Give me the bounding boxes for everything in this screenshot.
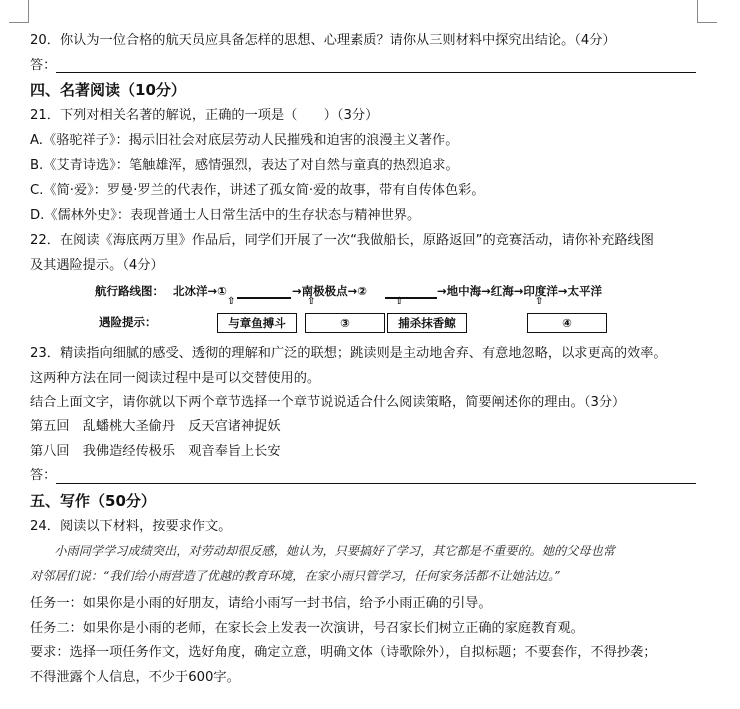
- hint-box-4: ④: [527, 313, 607, 333]
- up-arrow-icon: ⇧: [227, 296, 236, 307]
- crop-mark-left: [28, 0, 29, 22]
- q20-answer-label: 答：: [30, 58, 57, 73]
- q22-line2: 及其遇险提示。（4分）: [30, 258, 164, 273]
- q23-chapter-2: 第八回 我佛造经传极乐 观音奉旨上长安: [30, 444, 281, 459]
- route-start: 北冰洋→①: [173, 284, 227, 298]
- q24-req2: 不得泄露个人信息，不少于600字。: [30, 670, 240, 685]
- q24-material-line1: 小雨同学学习成绩突出，对劳动却很反感，她认为，只要搞好了学习，其它都是不重要的。她的父母也常: [30, 544, 615, 558]
- q23-line2: 这两种方法在同一阅读过程中是可以交替使用的。: [30, 371, 321, 386]
- q23-answer-label: 答：: [30, 468, 57, 483]
- hint-box-1: 与章鱼搏斗: [217, 313, 297, 333]
- up-arrow-icon: ⇧: [307, 296, 316, 307]
- q23-chapter-1: 第五回 乱蟠桃大圣偷丹 反天宫诸神捉妖: [30, 419, 281, 434]
- q24-task1: 任务一：如果你是小雨的好朋友，请给小雨写一封书信，给予小雨正确的引导。: [30, 596, 492, 611]
- blank-1-line: [237, 297, 291, 299]
- q21-option-a: A.《骆驼祥子》：揭示旧社会对底层劳动人民摧残和迫害的浪漫主义著作。: [30, 133, 459, 148]
- q21-stem: 21．下列对相关名著的解说，正确的一项是（ ）（3分）: [30, 108, 379, 123]
- route-end: →地中海→红海→印度洋→太平洋: [437, 284, 603, 298]
- hint-label: 遇险提示：: [99, 315, 157, 329]
- up-arrow-icon: ⇧: [535, 296, 544, 307]
- q24-material-line2: 对邻居们说：“我们给小雨营造了优越的教育环境，在家小雨只管学习，任何家务活都不让她沾边。”: [30, 569, 561, 583]
- section5-title: 五、写作（50分）: [30, 492, 156, 510]
- section4-title: 四、名著阅读（10分）: [30, 81, 186, 99]
- q23-answer-line: [56, 483, 696, 484]
- up-arrow-icon: ⇧: [395, 296, 404, 307]
- q20-text: 20．你认为一位合格的航天员应具备怎样的思想、心理素质？请你从三则材料中探究出结论。（4分）: [30, 33, 616, 48]
- crop-mark-left-h: [9, 22, 29, 23]
- blank-2-line: [385, 297, 437, 299]
- hint-box-3: 捕杀抹香鲸: [387, 313, 467, 333]
- q24-req1: 要求：选择一项任务作文，选好角度，确定立意，明确文体（诗歌除外），自拟标题；不要套作，不得抄袭；: [30, 645, 657, 660]
- q23-line1: 23．精读指向细腻的感受、透彻的理解和广泛的联想；跳读则是主动地舍弃、有意地忽略，以求更高的效率。: [30, 346, 667, 361]
- q20-answer-line: [56, 72, 696, 73]
- q24-material: [30, 539, 700, 589]
- q21-option-c: C.《简·爱》：罗曼·罗兰的代表作，讲述了孤女简·爱的故事，带有自传体色彩。: [30, 183, 485, 198]
- route-diagram: [95, 280, 655, 336]
- q24-task2: 任务二：如果你是小雨的老师，在家长会上发表一次演讲，号召家长们树立正确的家庭教育观。: [30, 621, 584, 636]
- q21-option-d: D.《儒林外史》：表现普通士人日常生活中的生存状态与精神世界。: [30, 208, 421, 223]
- q22-line1: 22．在阅读《海底两万里》作品后，同学们开展了一次“我做船长，原路返回”的竞赛活动，请你补充路线图: [30, 233, 654, 248]
- crop-mark-right: [697, 0, 698, 22]
- q24-stem: 24．阅读以下材料，按要求作文。: [30, 519, 232, 534]
- hint-box-2: ③: [305, 313, 385, 333]
- crop-mark-right-h: [697, 22, 717, 23]
- q23-line3: 结合上面文字，请你就以下两个章节选择一个章节说说适合什么阅读策略，简要阐述你的理由。（3分）: [30, 395, 626, 410]
- route-mid: →南极极点→②: [292, 284, 368, 298]
- q21-option-b: B.《艾青诗选》：笔触雄浑，感情强烈，表达了对自然与童真的热烈追求。: [30, 158, 459, 173]
- route-label: 航行路线图：: [95, 284, 164, 298]
